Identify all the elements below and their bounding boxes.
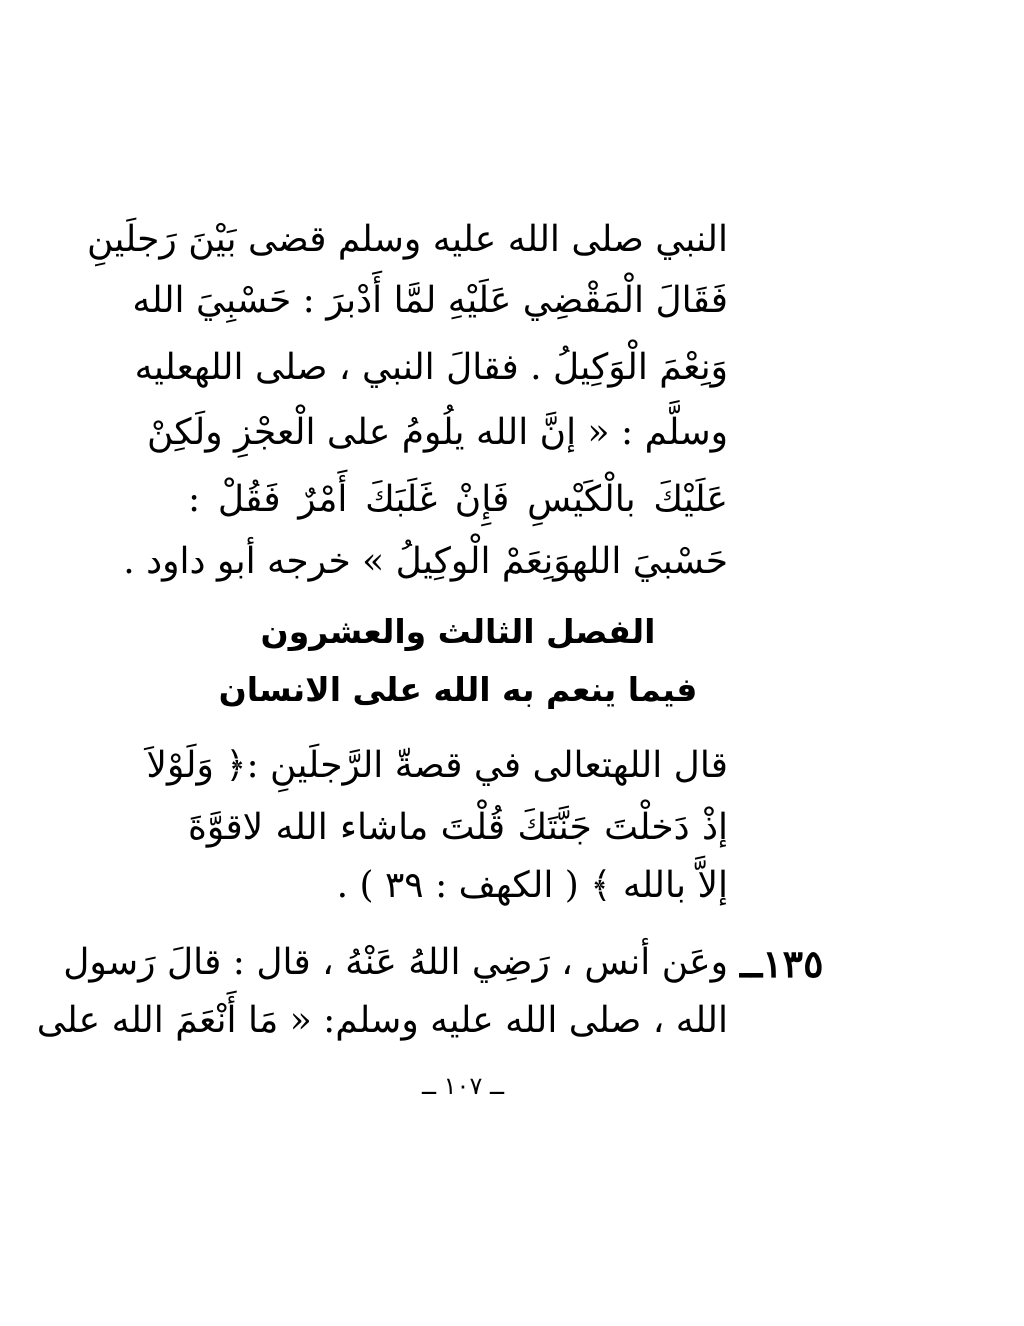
chapter-title: الفصل الثالث والعشرون	[260, 612, 656, 651]
hadith-number: ١٣٥ــ	[740, 941, 824, 986]
text-line: فَقَالَ الْمَقْضِي عَلَيْهِ لمَّا أَدْبرَ : حَسْبِيَ الله	[132, 280, 728, 321]
text-line: حَسْبيَ اللهوَنِعَمْ الْوكِيلُ » خرجه أبو داود .	[123, 541, 728, 582]
text-line: وسلَّم : « إنَّ الله يلُومُ على الْعجْزِ ولَكِنْ	[146, 412, 728, 453]
text-line: النبي صلى الله عليه وسلم قضى بَيْنَ رَجلَينِ	[86, 219, 728, 260]
text-line: وعَن أنس ، رَضِي اللهُ عَنْهُ ، قال : قالَ رَسول	[63, 942, 728, 983]
page-number: ــ ١٠٧ ــ	[421, 1072, 505, 1100]
text-line: إذْ دَخلْتَ جَنَّتَكَ قُلْتَ ماشاء الله لاقوَّةَ	[188, 807, 728, 848]
text-line: الله ، صلى الله عليه وسلم: « مَا أَنْعَمَ الله على	[36, 1000, 728, 1041]
text-line: إلاَّ بالله ﴾ ( الكهف : ٣٩ ) .	[336, 865, 728, 906]
text-line: عَلَيْكَ بالْكَيْسِ فَإِنْ غَلَبَكَ أَمْرٌ فَقُلْ :	[188, 479, 728, 520]
text-line: وَنِعْمَ الْوَكِيلُ . فقالَ النبي ، صلى اللهعليه	[134, 347, 728, 388]
chapter-subtitle: فيما ينعم به الله على الانسان	[218, 670, 698, 709]
text-line: قال اللهتعالى في قصةّ الرَّجلَينِ :﴿ وَلَوْلاَ	[146, 745, 728, 786]
